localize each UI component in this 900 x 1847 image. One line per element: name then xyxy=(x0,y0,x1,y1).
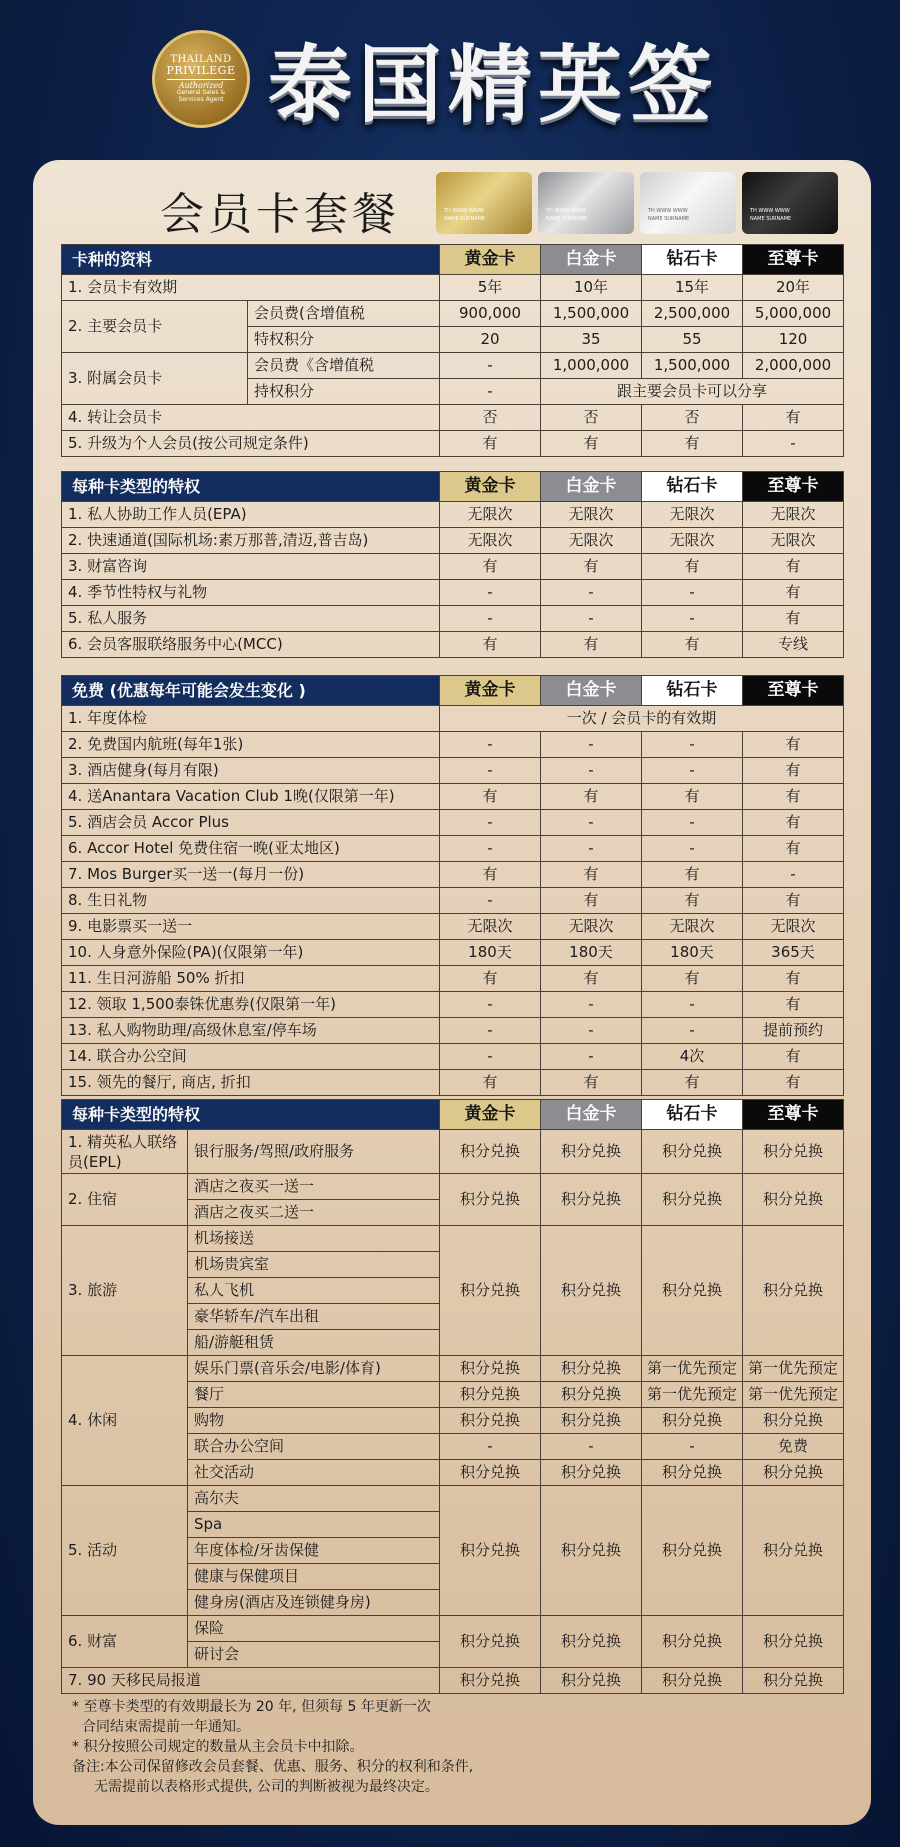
footnote-line: 备注:本公司保留修改会员套餐、优惠、服务、积分的权利和条件, xyxy=(72,1759,474,1775)
cell-value: - xyxy=(541,1044,642,1070)
cell-value: 积分兑换 xyxy=(440,1486,541,1616)
row-label: 14. 联合办公空间 xyxy=(62,1044,440,1070)
cell-value: - xyxy=(440,580,541,606)
card-holder-text: NAME SURNAME xyxy=(648,216,690,222)
item-label: 保险 xyxy=(188,1616,440,1642)
cell-value: 专线 xyxy=(743,632,844,658)
table-row xyxy=(62,632,844,658)
row-label: 5. 升级为个人会员(按公司规定条件) xyxy=(62,431,440,457)
group-label: 7. 90 天移民局报道 xyxy=(62,1668,440,1694)
cell-value: 有 xyxy=(743,888,844,914)
cell-value: - xyxy=(642,836,743,862)
cell-value: - xyxy=(440,992,541,1018)
cell-value: 积分兑换 xyxy=(541,1382,642,1408)
cell-value: 有 xyxy=(642,554,743,580)
cell-value: 无限次 xyxy=(541,914,642,940)
cell-value: 积分兑换 xyxy=(440,1408,541,1434)
cell-value: - xyxy=(642,992,743,1018)
cell-value: 有 xyxy=(642,862,743,888)
table-header-title: 每种卡类型的特权 xyxy=(62,472,440,502)
cell-value: 180天 xyxy=(642,940,743,966)
platinum-card-image xyxy=(538,172,634,234)
cell-value: - xyxy=(541,580,642,606)
item-label: 购物 xyxy=(188,1408,440,1434)
table-row xyxy=(62,580,844,606)
cell-value: 无限次 xyxy=(743,528,844,554)
cell-value: 积分兑换 xyxy=(642,1486,743,1616)
tier-diamond-header: 钻石卡 xyxy=(642,245,743,275)
cell-value: 35 xyxy=(541,327,642,353)
gold-card-image xyxy=(436,172,532,234)
item-label: 研讨会 xyxy=(188,1642,440,1668)
cell-value: 积分兑换 xyxy=(440,1130,541,1174)
row-label: 1. 会员卡有效期 xyxy=(62,275,440,301)
table-header-title: 每种卡类型的特权 xyxy=(62,1100,440,1130)
footnote-line: * 积分按照公司规定的数量从主会员卡中扣除。 xyxy=(72,1739,364,1755)
table-row xyxy=(62,758,844,784)
footnotes xyxy=(72,1697,473,1797)
table-row xyxy=(62,940,844,966)
item-label: 船/游艇租赁 xyxy=(188,1330,440,1356)
row-label: 2. 快速通道(国际机场:素万那普,清迈,普吉岛) xyxy=(62,528,440,554)
cell-value: - xyxy=(541,810,642,836)
cell-value: - xyxy=(743,862,844,888)
cell-value: 否 xyxy=(440,405,541,431)
card-holder-text: NAME SURNAME xyxy=(546,216,588,222)
cell-value: - xyxy=(642,1018,743,1044)
table-row xyxy=(62,888,844,914)
cell-value: 积分兑换 xyxy=(743,1174,844,1226)
logo-text-5: Services Agent xyxy=(178,95,224,103)
cell-value: 有 xyxy=(743,992,844,1018)
cell-value: 有 xyxy=(642,888,743,914)
table-row xyxy=(62,914,844,940)
cell-value: 有 xyxy=(743,1070,844,1096)
cell-value: 15年 xyxy=(642,275,743,301)
item-label: 年度体检/牙齿保健 xyxy=(188,1538,440,1564)
table-header-title: 免费 (优惠每年可能会发生变化 ) xyxy=(62,676,440,706)
row-label: 9. 电影票买一送一 xyxy=(62,914,440,940)
points-privileges-table-body xyxy=(62,1130,844,1694)
logo-text-1: THAILAND xyxy=(170,53,232,65)
cell-value: - xyxy=(440,353,541,379)
row-label: 6. 会员客服联络服务中心(MCC) xyxy=(62,632,440,658)
cell-value: 无限次 xyxy=(642,914,743,940)
cell-value: 有 xyxy=(440,966,541,992)
table-row xyxy=(62,502,844,528)
cell-value: 积分兑换 xyxy=(541,1130,642,1174)
cell-value: - xyxy=(440,758,541,784)
footnote-line: 无需提前以表格形式提供, 公司的判断被视为最终决定。 xyxy=(94,1779,439,1795)
cell-value: 有 xyxy=(541,431,642,457)
cell-value: 有 xyxy=(743,554,844,580)
row-label: 12. 领取 1,500泰铢优惠券(仅限第一年) xyxy=(62,992,440,1018)
item-label: 银行服务/驾照/政府服务 xyxy=(188,1130,440,1174)
row-label: 1. 年度体检 xyxy=(62,706,440,732)
cell-value: 积分兑换 xyxy=(440,1226,541,1356)
points-privileges-table xyxy=(61,1099,844,1694)
group-label: 2. 住宿 xyxy=(62,1174,188,1226)
cell-value: 有 xyxy=(642,784,743,810)
span-value: 一次 / 会员卡的有效期 xyxy=(440,706,844,732)
row-label: 5. 酒店会员 Accor Plus xyxy=(62,810,440,836)
cell-value: 1,500,000 xyxy=(541,301,642,327)
header xyxy=(0,0,900,160)
cell-value: 积分兑换 xyxy=(541,1616,642,1668)
cell-value: 无限次 xyxy=(743,914,844,940)
table-row xyxy=(62,1018,844,1044)
logo-text-4: General Sales & xyxy=(176,89,226,97)
cell-value: - xyxy=(642,732,743,758)
row-label: 15. 领先的餐厅, 商店, 折扣 xyxy=(62,1070,440,1096)
table-row xyxy=(62,1486,844,1512)
table-row xyxy=(62,836,844,862)
cell-value: 积分兑换 xyxy=(642,1460,743,1486)
cell-value: 4次 xyxy=(642,1044,743,1070)
cell-value: 积分兑换 xyxy=(743,1130,844,1174)
cell-value: 无限次 xyxy=(541,502,642,528)
cell-value: 有 xyxy=(440,431,541,457)
cell-value: 有 xyxy=(440,1070,541,1096)
table-row xyxy=(62,992,844,1018)
table-row xyxy=(62,554,844,580)
cell-value: - xyxy=(642,606,743,632)
tier-platinum-header: 白金卡 xyxy=(541,245,642,275)
item-label: 豪华轿车/汽车出租 xyxy=(188,1304,440,1330)
group-label: 6. 财富 xyxy=(62,1616,188,1668)
row-label: 7. Mos Burger买一送一(每月一份) xyxy=(62,862,440,888)
cell-value: - xyxy=(440,1018,541,1044)
cell-value: - xyxy=(440,1044,541,1070)
item-label: 社交活动 xyxy=(188,1460,440,1486)
cell-value: 否 xyxy=(541,405,642,431)
tier-platinum-header: 白金卡 xyxy=(541,676,642,706)
row-label: 8. 生日礼物 xyxy=(62,888,440,914)
cell-value: 积分兑换 xyxy=(743,1408,844,1434)
cell-value: 无限次 xyxy=(743,502,844,528)
cell-value: 积分兑换 xyxy=(743,1668,844,1694)
cell-value: 有 xyxy=(743,966,844,992)
privileges-table-body xyxy=(62,502,844,658)
cell-value: - xyxy=(743,431,844,457)
cell-value: - xyxy=(541,606,642,632)
cell-value: - xyxy=(541,992,642,1018)
cell-value: 积分兑换 xyxy=(541,1460,642,1486)
cell-value: 2,000,000 xyxy=(743,353,844,379)
card-info-table xyxy=(61,244,844,457)
cell-value: 有 xyxy=(743,810,844,836)
item-label: 娱乐门票(音乐会/电影/体育) xyxy=(188,1356,440,1382)
row-label: 13. 私人购物助理/高级休息室/停车场 xyxy=(62,1018,440,1044)
cell-value: 有 xyxy=(743,580,844,606)
item-label: 健康与保健项目 xyxy=(188,1564,440,1590)
cell-value: 积分兑换 xyxy=(642,1668,743,1694)
card-holder-text: NAME SURNAME xyxy=(444,216,486,222)
free-benefits-table-body xyxy=(62,706,844,1096)
group-label: 5. 活动 xyxy=(62,1486,188,1616)
cell-value: 第一优先预定 xyxy=(642,1382,743,1408)
cell-value: 积分兑换 xyxy=(642,1226,743,1356)
cell-value: 5年 xyxy=(440,275,541,301)
cell-value: 积分兑换 xyxy=(541,1668,642,1694)
cell-value: - xyxy=(541,1018,642,1044)
cell-value: 积分兑换 xyxy=(743,1486,844,1616)
cell-value: 无限次 xyxy=(440,502,541,528)
item-label: 联合办公空间 xyxy=(188,1434,440,1460)
tier-diamond-header: 钻石卡 xyxy=(642,1100,743,1130)
row-label: 10. 人身意外保险(PA)(仅限第一年) xyxy=(62,940,440,966)
group-label: 3. 旅游 xyxy=(62,1226,188,1356)
cell-value: 有 xyxy=(743,732,844,758)
tier-gold-header: 黄金卡 xyxy=(440,245,541,275)
cell-value: 5,000,000 xyxy=(743,301,844,327)
tier-gold-header: 黄金卡 xyxy=(440,1100,541,1130)
cell-value: 积分兑换 xyxy=(440,1174,541,1226)
cell-value: 900,000 xyxy=(440,301,541,327)
table-row xyxy=(62,1668,844,1694)
row-label: 4. 送Anantara Vacation Club 1晚(仅限第一年) xyxy=(62,784,440,810)
cell-value: 有 xyxy=(440,632,541,658)
card-text: TH WWW WWW xyxy=(546,208,586,214)
table-row xyxy=(62,810,844,836)
cell-value: 有 xyxy=(642,1070,743,1096)
cell-value: 180天 xyxy=(440,940,541,966)
table-row xyxy=(62,1226,844,1252)
cell-value: - xyxy=(440,732,541,758)
item-label: Spa xyxy=(188,1512,440,1538)
cell-value: 无限次 xyxy=(440,914,541,940)
cell-value: 积分兑换 xyxy=(743,1226,844,1356)
cell-value: 积分兑换 xyxy=(541,1174,642,1226)
table-row xyxy=(62,732,844,758)
cell-value: 有 xyxy=(743,606,844,632)
cell-value: 积分兑换 xyxy=(440,1382,541,1408)
cell-value: 积分兑换 xyxy=(743,1616,844,1668)
logo-text-3: Authorized xyxy=(178,81,224,91)
cell-value: - xyxy=(440,810,541,836)
cell-value: 有 xyxy=(541,784,642,810)
cell-value: 有 xyxy=(743,1044,844,1070)
cell-value: 有 xyxy=(541,632,642,658)
cell-value: - xyxy=(440,606,541,632)
privileges-table xyxy=(61,471,844,658)
cell-value: 有 xyxy=(743,836,844,862)
item-label: 酒店之夜买二送一 xyxy=(188,1200,440,1226)
tier-supreme-header: 至尊卡 xyxy=(743,472,844,502)
item-label: 高尔夫 xyxy=(188,1486,440,1512)
cell-value: - xyxy=(440,379,541,405)
cell-value: 无限次 xyxy=(440,528,541,554)
page-title: 泰国精英签 xyxy=(268,36,719,134)
cell-value: 20 xyxy=(440,327,541,353)
cell-value: 积分兑换 xyxy=(642,1408,743,1434)
cell-value: 有 xyxy=(541,862,642,888)
row-label: 6. Accor Hotel 免费住宿一晚(亚太地区) xyxy=(62,836,440,862)
cell-value: - xyxy=(541,1434,642,1460)
cell-value: 20年 xyxy=(743,275,844,301)
cell-value: - xyxy=(541,758,642,784)
cell-value: - xyxy=(541,836,642,862)
card-holder-text: NAME SURNAME xyxy=(750,216,792,222)
cell-value: 10年 xyxy=(541,275,642,301)
tier-diamond-header: 钻石卡 xyxy=(642,676,743,706)
cell-value: - xyxy=(642,580,743,606)
table-row xyxy=(62,1070,844,1096)
row-label: 4. 季节性特权与礼物 xyxy=(62,580,440,606)
tier-diamond-header: 钻石卡 xyxy=(642,472,743,502)
item-label: 私人飞机 xyxy=(188,1278,440,1304)
cell-value: 无限次 xyxy=(642,502,743,528)
row-label: 1. 私人协助工作人员(EPA) xyxy=(62,502,440,528)
table-row xyxy=(62,862,844,888)
cell-value: - xyxy=(440,1434,541,1460)
cell-value: 有 xyxy=(642,431,743,457)
row-label: 2. 主要会员卡 xyxy=(62,301,248,353)
cell-value: 120 xyxy=(743,327,844,353)
footnote-line: * 至尊卡类型的有效期最长为 20 年, 但须每 5 年更新一次 xyxy=(72,1699,431,1715)
row-label: 3. 酒店健身(每月有限) xyxy=(62,758,440,784)
item-label: 餐厅 xyxy=(188,1382,440,1408)
row-label: 4. 转让会员卡 xyxy=(62,405,440,431)
cell-value: 积分兑换 xyxy=(541,1226,642,1356)
item-label: 健身房(酒店及连锁健身房) xyxy=(188,1590,440,1616)
cell-value: 有 xyxy=(743,758,844,784)
cell-value: 有 xyxy=(541,554,642,580)
free-benefits-table xyxy=(61,675,844,1096)
cell-value: 否 xyxy=(642,405,743,431)
cell-value: 第一优先预定 xyxy=(642,1356,743,1382)
cell-value: - xyxy=(440,888,541,914)
cell-value: 有 xyxy=(642,632,743,658)
table-header-title: 卡种的资料 xyxy=(62,245,440,275)
cell-value: 365天 xyxy=(743,940,844,966)
tier-supreme-header: 至尊卡 xyxy=(743,1100,844,1130)
item-label: 机场接送 xyxy=(188,1226,440,1252)
cell-value: 积分兑换 xyxy=(642,1616,743,1668)
cell-value: 积分兑换 xyxy=(440,1668,541,1694)
cell-value: 积分兑换 xyxy=(541,1408,642,1434)
diamond-card-image xyxy=(640,172,736,234)
cell-value: 无限次 xyxy=(642,528,743,554)
card-text: TH WWW WWW xyxy=(444,208,484,214)
cell-value: 55 xyxy=(642,327,743,353)
cell-value: 有 xyxy=(541,1070,642,1096)
cell-value: 积分兑换 xyxy=(440,1356,541,1382)
table-row xyxy=(62,1356,844,1382)
supreme-card-image xyxy=(742,172,838,234)
item-label: 机场贵宾室 xyxy=(188,1252,440,1278)
table-row xyxy=(62,606,844,632)
cell-value: 有 xyxy=(642,966,743,992)
table-row xyxy=(62,706,844,732)
card-text: TH WWW WWW xyxy=(648,208,688,214)
cell-value: 1,500,000 xyxy=(642,353,743,379)
tier-supreme-header: 至尊卡 xyxy=(743,245,844,275)
cell-value: 积分兑换 xyxy=(642,1174,743,1226)
cell-value: 有 xyxy=(440,554,541,580)
group-label: 1. 精英私人联络员(EPL) xyxy=(62,1130,188,1174)
footnote-line: 合同结束需提前一年通知。 xyxy=(82,1719,250,1735)
cell-value: 180天 xyxy=(541,940,642,966)
cell-value: 有 xyxy=(743,784,844,810)
cell-value: 积分兑换 xyxy=(642,1130,743,1174)
cell-value: 免费 xyxy=(743,1434,844,1460)
shared-points-note: 跟主要会员卡可以分享 xyxy=(541,379,844,405)
cell-value: - xyxy=(541,732,642,758)
table-row xyxy=(62,1044,844,1070)
cell-value: 有 xyxy=(541,966,642,992)
table-row xyxy=(62,966,844,992)
logo-text-2: PRIVILEGE xyxy=(167,65,236,80)
cell-value: - xyxy=(642,1434,743,1460)
cell-value: 第一优先预定 xyxy=(743,1356,844,1382)
tier-platinum-header: 白金卡 xyxy=(541,472,642,502)
row-sub-label: 持权积分 xyxy=(248,379,440,405)
cell-value: - xyxy=(440,836,541,862)
cell-value: 提前预约 xyxy=(743,1018,844,1044)
cell-value: 有 xyxy=(440,862,541,888)
cell-value: 积分兑换 xyxy=(440,1616,541,1668)
row-sub-label: 特权积分 xyxy=(248,327,440,353)
cell-value: 第一优先预定 xyxy=(743,1382,844,1408)
row-sub-label: 会员费《含增值税 xyxy=(248,353,440,379)
section-subtitle: 会员卡套餐 xyxy=(160,189,400,240)
row-label: 11. 生日河游船 50% 折扣 xyxy=(62,966,440,992)
cell-value: 积分兑换 xyxy=(541,1486,642,1616)
cell-value: 有 xyxy=(440,784,541,810)
tier-platinum-header: 白金卡 xyxy=(541,1100,642,1130)
cell-value: 积分兑换 xyxy=(541,1356,642,1382)
table-row xyxy=(62,784,844,810)
thailand-privilege-logo xyxy=(152,30,250,128)
cell-value: - xyxy=(642,758,743,784)
tier-supreme-header: 至尊卡 xyxy=(743,676,844,706)
table-row xyxy=(62,1616,844,1642)
cell-value: 无限次 xyxy=(541,528,642,554)
cell-value: - xyxy=(642,810,743,836)
item-label: 酒店之夜买一送一 xyxy=(188,1174,440,1200)
row-label: 5. 私人服务 xyxy=(62,606,440,632)
table-row xyxy=(62,528,844,554)
row-label: 3. 财富咨询 xyxy=(62,554,440,580)
tier-gold-header: 黄金卡 xyxy=(440,472,541,502)
row-sub-label: 会员费(含增值税 xyxy=(248,301,440,327)
tier-gold-header: 黄金卡 xyxy=(440,676,541,706)
cell-value: 1,000,000 xyxy=(541,353,642,379)
row-label: 3. 附属会员卡 xyxy=(62,353,248,405)
table-row xyxy=(62,1174,844,1200)
group-label: 4. 休闲 xyxy=(62,1356,188,1486)
cell-value: 有 xyxy=(541,888,642,914)
cell-value: 积分兑换 xyxy=(440,1460,541,1486)
cell-value: 积分兑换 xyxy=(743,1460,844,1486)
cell-value: 2,500,000 xyxy=(642,301,743,327)
card-text: TH WWW WWW xyxy=(750,208,790,214)
row-label: 2. 免费国内航班(每年1张) xyxy=(62,732,440,758)
cell-value: 有 xyxy=(743,405,844,431)
table-row xyxy=(62,1130,844,1174)
